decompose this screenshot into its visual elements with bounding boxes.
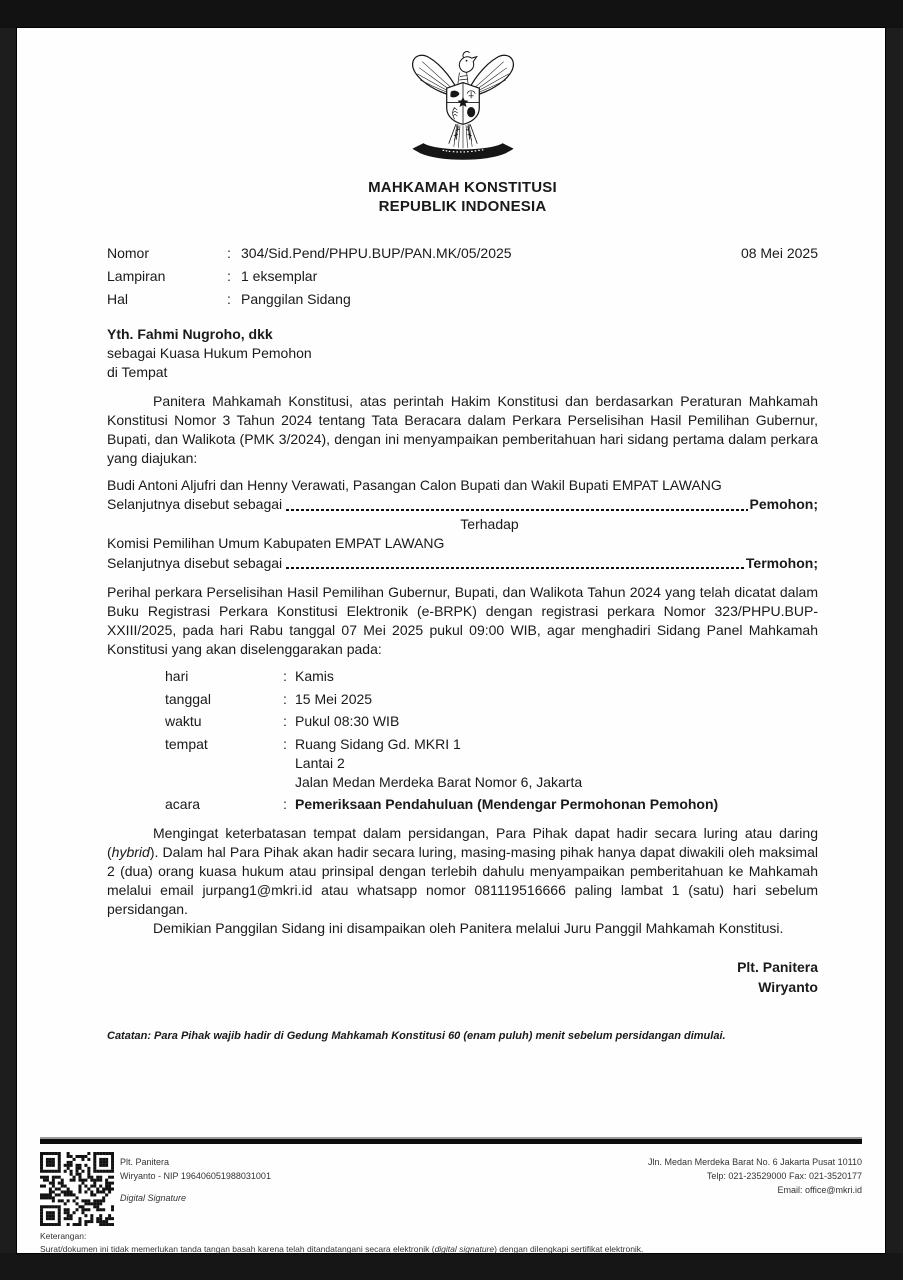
parties-block: [107, 476, 818, 573]
org-name-line2: REPUBLIK INDONESIA: [378, 198, 547, 215]
meta-label: Lampiran: [107, 268, 166, 284]
footer-signer-block: [120, 1152, 271, 1226]
meta-row-hal: Hal : Panggilan Sidang: [107, 288, 818, 311]
schedule-row-waktu: waktu : Pukul 08:30 WIB: [107, 712, 818, 731]
hearing-agenda: Pemeriksaan Pendahuluan (Mendengar Permohonan Pemohon): [295, 796, 719, 813]
meta-label: Nomor: [107, 245, 150, 261]
qr-code: [40, 1152, 114, 1226]
respondent-line: Komisi Pemilihan Umum Kabupaten EMPAT LAWANG: [107, 535, 445, 552]
backdrop-bottom-band: [0, 1253, 903, 1280]
backdrop-top-band: [0, 0, 903, 28]
italic-hybrid: hybrid: [111, 844, 150, 861]
signer-title: Plt. Panitera: [737, 959, 818, 976]
paragraph-attendance-rules: Mengingat keterbatasan tempat dalam persidangan, Para Pihak dapat hadir secara luring atau daring (hybrid). Dalam hal Para Pihak akan hadir secara luring, masing-masing pihak hanya dapat diwakili oleh maksimal 2 (dua) orang kuasa hukum atau prinsipal dengan terlebih dahulu menyampaikan pemberitahuan ke Mahkamah melalui email jurpang1@mkri.id atau whatsapp nomor 081119516666 paling lambat 1 (satu) hari sebelum persidangan.: [107, 825, 818, 918]
schedule-row-hari: hari : Kamis: [107, 667, 818, 686]
meta-label: Hal: [107, 291, 129, 307]
addressee-name: Yth. Fahmi Nugroho, dkk: [107, 326, 273, 342]
org-name-line1: MAHKAMAH KONSTITUSI: [368, 179, 557, 196]
dash-leader: [286, 509, 747, 511]
hearing-schedule: [107, 667, 818, 814]
schedule-row-acara: acara : Pemeriksaan Pendahuluan (Mendengar Permohonan Pemohon): [107, 795, 818, 814]
dash-leader: [286, 567, 744, 569]
footer-email: Email: office@mkri.id: [777, 1185, 862, 1195]
footnote-catatan: Catatan: Para Pihak wajib hadir di Gedung Mahkamah Konstitusi 60 (enam puluh) menit sebelum persidangan dimulai.: [107, 1030, 726, 1042]
respondent-label: Termohon;: [745, 554, 818, 571]
letter-meta: [107, 242, 818, 311]
letter-number: 304/Sid.Pend/PHPU.BUP/PAN.MK/05/2025: [241, 245, 512, 261]
footer-disclaimer: [40, 1230, 862, 1256]
petitioner-label: Pemohon;: [749, 496, 818, 513]
paragraph-intro: Panitera Mahkamah Konstitusi, atas perintah Hakim Konstitusi dan berdasarkan Peraturan Mahkamah Konstitusi Nomor 3 Tahun 2024 tentang Tata Beracara dalam Perkara Perselisihan Hasil Pemilihan Gubernur, Bupati, dan Walikota (PMK 3/2024), dengan ini menyampaikan pemberitahuan hari sidang pertama dalam perkara yang diajukan:: [107, 393, 818, 466]
meta-row-nomor: Nomor : 304/Sid.Pend/PHPU.BUP/PAN.MK/05/2025 08 Mei 2025: [107, 242, 818, 265]
attachment-count: 1 eksemplar: [241, 268, 318, 284]
hearing-day: Kamis: [295, 668, 334, 685]
footer-divider: [40, 1137, 862, 1144]
hearing-date: 15 Mei 2025: [295, 690, 373, 707]
signature-block: [107, 958, 818, 997]
addressee-block: [107, 325, 818, 382]
letter-date: 08 Mei 2025: [740, 245, 818, 261]
versus-line: Terhadap: [460, 515, 519, 532]
meta-row-lampiran: Lampiran : 1 eksemplar: [107, 265, 818, 288]
respondent-designation: Selanjutnya disebut sebagai Termohon;: [107, 554, 818, 573]
keterangan-text: Surat/dokumen ini tidak memerlukan tanda tangan basah karena telah ditandatangani secara elektronik (digital signature) dengan dilengkapi sertifikat elektronik.: [40, 1244, 644, 1254]
petitioner-designation: Selanjutnya disebut sebagai Pemohon;: [107, 495, 818, 514]
paragraph-case-registration: Perihal perkara Perselisihan Hasil Pemilihan Gubernur, Bupati, dan Walikota Tahun 2024 yang telah dicatat dalam Buku Registrasi Perkara Konstitusi Elektronik (e-BRPK) dengan registrasi perkara Nomor 323/PHPU.BUP-XXIII/2025, pada hari Rabu tanggal 07 Mei 2025 pukul 09:00 WIB, agar menghadiri Sidang Panel Mahkamah Konstitusi yang akan diselenggarakan pada:: [107, 584, 818, 658]
letter-subject: Panggilan Sidang: [241, 291, 351, 307]
footer-phone-fax: Telp: 021-23529000 Fax: 021-3520177: [706, 1171, 862, 1181]
paragraph-closing: Demikian Panggilan Sidang ini disampaikan oleh Panitera melalui Juru Panggil Mahkamah Konstitusi.: [153, 920, 784, 937]
addressee-role: sebagai Kuasa Hukum Pemohon: [107, 345, 312, 361]
footer-street: Jln. Medan Merdeka Barat No. 6 Jakarta Pusat 10110: [648, 1157, 862, 1167]
digital-signature-label: Digital Signature: [120, 1193, 187, 1203]
letterhead-footer: [40, 1137, 862, 1256]
addressee-place: di Tempat: [107, 364, 168, 380]
hearing-venue: Ruang Sidang Gd. MKRI 1 Lantai 2 Jalan Medan Merdeka Barat Nomor 6, Jakarta: [295, 735, 583, 790]
garuda-pancasila-emblem-icon: [407, 42, 519, 170]
footer-address-block: [648, 1152, 862, 1226]
petitioner-line: Budi Antoni Aljufri dan Henny Verawati, Pasangan Calon Bupati dan Wakil Bupati EMPAT LAWANG: [107, 477, 722, 493]
keterangan-label: Keterangan:: [40, 1231, 87, 1241]
schedule-row-tanggal: tanggal : 15 Mei 2025: [107, 690, 818, 709]
hearing-time: Pukul 08:30 WIB: [295, 713, 400, 730]
footer-signer-title: Plt. Panitera: [120, 1157, 170, 1167]
signer-name: Wiryanto: [758, 978, 818, 995]
schedule-row-tempat: tempat : Ruang Sidang Gd. MKRI 1 Lantai 2 Jalan Medan Merdeka Barat Nomor 6, Jakarta: [107, 735, 818, 792]
document-page: [17, 28, 885, 1253]
footer-signer-name-nip: Wiryanto - NIP 196406051988031001: [120, 1171, 271, 1181]
